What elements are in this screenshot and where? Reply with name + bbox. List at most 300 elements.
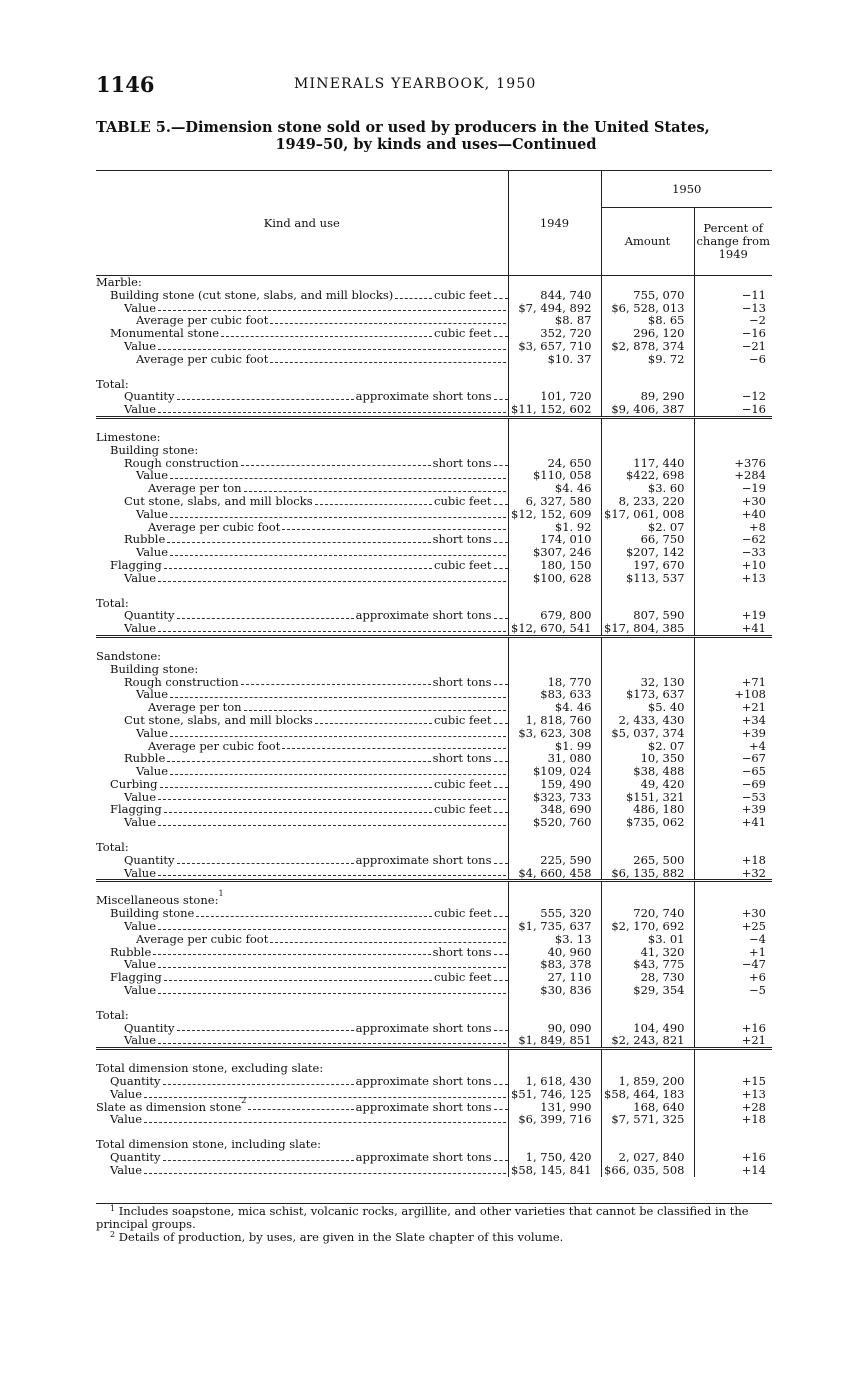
row-label: Value xyxy=(136,545,168,560)
table-row xyxy=(96,403,772,417)
cell-1949: 101, 720 xyxy=(508,390,601,403)
cell-percent-change: −16 xyxy=(694,403,772,417)
cell-1949: 31, 080 xyxy=(508,752,601,765)
dot-leader xyxy=(164,559,432,569)
cell-1949: $1. 99 xyxy=(508,740,601,753)
cell-1950-amount: $8. 65 xyxy=(601,314,694,327)
footnote-2: $^2$ Details of production, by uses, are given in the Slate chapter of this volume. xyxy=(110,1230,564,1244)
cell-1949: 352, 720 xyxy=(508,327,601,340)
cell-percent-change: −6 xyxy=(694,353,772,366)
dot-leader xyxy=(241,457,431,467)
table-row xyxy=(96,444,772,457)
cell-percent-change xyxy=(694,276,772,289)
spacer-row xyxy=(96,636,772,650)
cell-1950-amount: 486, 180 xyxy=(601,803,694,816)
dot-leader xyxy=(170,546,506,556)
cell-1950-amount: $173, 637 xyxy=(601,688,694,701)
dot-leader xyxy=(158,572,506,582)
row-label: Total dimension stone, excluding slate: xyxy=(96,1061,324,1076)
dot-leader xyxy=(158,1034,506,1044)
row-label: Value xyxy=(124,1033,156,1048)
dot-leader xyxy=(170,508,506,518)
dot-leader xyxy=(494,854,508,864)
dot-leader xyxy=(167,752,430,762)
row-unit: short tons xyxy=(432,944,492,959)
table-row xyxy=(96,495,772,508)
cell-percent-change: −47 xyxy=(694,958,772,971)
cell-percent-change: −62 xyxy=(694,533,772,546)
row-label: Value xyxy=(110,1112,142,1127)
table-row xyxy=(96,920,772,933)
dot-leader xyxy=(244,482,506,492)
table-row xyxy=(96,816,772,829)
row-label: Curbing xyxy=(110,776,158,791)
cell-1950-amount: 755, 070 xyxy=(601,289,694,302)
table-row xyxy=(96,276,772,289)
row-label: Cut stone, slabs, and mill blocks xyxy=(124,712,313,727)
dot-leader xyxy=(494,1151,508,1161)
cell-percent-change: +71 xyxy=(694,676,772,689)
row-label: Flagging xyxy=(110,970,162,985)
table-row xyxy=(96,663,772,676)
dot-leader xyxy=(494,676,508,686)
cell-1949: 1, 818, 760 xyxy=(508,714,601,727)
row-unit: approximate short tons xyxy=(355,1099,492,1114)
cell-1949 xyxy=(508,841,601,854)
cell-1950-amount: 89, 290 xyxy=(601,390,694,403)
cell-1950-amount xyxy=(601,841,694,854)
cell-1950-amount: $5. 40 xyxy=(601,701,694,714)
cell-1949: $4. 46 xyxy=(508,482,601,495)
cell-percent-change: −33 xyxy=(694,546,772,559)
row-label: Average per cubic foot xyxy=(136,313,269,328)
dot-leader xyxy=(494,327,508,337)
cell-1949 xyxy=(508,1009,601,1022)
cell-1949: $8. 87 xyxy=(508,314,601,327)
row-label: Value xyxy=(136,468,168,483)
table-row xyxy=(96,778,772,791)
cell-1950-amount: 10, 350 xyxy=(601,752,694,765)
cell-1950-amount: 265, 500 xyxy=(601,854,694,867)
cell-percent-change: +28 xyxy=(694,1101,772,1114)
cell-1950-amount: 296, 120 xyxy=(601,327,694,340)
table-row xyxy=(96,572,772,585)
cell-1950-amount: $207, 142 xyxy=(601,546,694,559)
row-unit: short tons xyxy=(432,751,492,766)
dot-leader xyxy=(158,984,506,994)
row-label: Total: xyxy=(96,840,129,855)
row-unit: short tons xyxy=(432,674,492,689)
cell-percent-change: −65 xyxy=(694,765,772,778)
cell-1949: $1. 92 xyxy=(508,521,601,534)
dot-leader xyxy=(241,676,431,686)
cell-1949: $58, 145, 841 xyxy=(508,1164,601,1177)
cell-1950-amount: $2, 170, 692 xyxy=(601,920,694,933)
row-unit: approximate short tons xyxy=(355,852,492,867)
dot-leader xyxy=(158,816,506,826)
cell-percent-change: +41 xyxy=(694,622,772,636)
row-label: Average per cubic foot xyxy=(148,738,281,753)
dot-leader xyxy=(494,390,508,400)
table-row xyxy=(96,727,772,740)
cell-1950-amount xyxy=(601,431,694,444)
table-row xyxy=(96,854,772,867)
table-row xyxy=(96,765,772,778)
cell-1949: 90, 090 xyxy=(508,1022,601,1035)
cell-1949: 679, 800 xyxy=(508,609,601,622)
dot-leader xyxy=(494,778,508,788)
row-label: Total: xyxy=(96,595,129,610)
cell-percent-change: +8 xyxy=(694,521,772,534)
cell-1950-amount: $66, 035, 508 xyxy=(601,1164,694,1177)
dot-leader xyxy=(167,533,430,543)
cell-percent-change: +40 xyxy=(694,508,772,521)
table-row xyxy=(96,1009,772,1022)
row-unit: approximate short tons xyxy=(355,608,492,623)
cell-percent-change: −13 xyxy=(694,302,772,315)
spacer-row xyxy=(96,366,772,378)
table-row xyxy=(96,622,772,636)
row-unit: cubic feet xyxy=(434,326,492,341)
dot-leader xyxy=(164,971,432,981)
cell-percent-change: +6 xyxy=(694,971,772,984)
row-label: Building stone (cut stone, slabs, and mill blocks) xyxy=(110,287,394,302)
caption-line-2: 1949–50, by kinds and uses—Continued xyxy=(275,136,597,153)
dot-leader xyxy=(494,752,508,762)
dot-leader xyxy=(494,1022,508,1032)
cell-1949: $12, 152, 609 xyxy=(508,508,601,521)
table-row xyxy=(96,1151,772,1164)
dot-leader xyxy=(170,688,506,698)
row-label: Average per ton xyxy=(148,481,242,496)
dot-leader xyxy=(158,867,506,877)
cell-1950-amount xyxy=(601,444,694,457)
cell-1950-amount xyxy=(601,650,694,663)
cell-1950-amount: $2. 07 xyxy=(601,521,694,534)
row-label: Value xyxy=(124,865,156,880)
cell-1949: $3, 657, 710 xyxy=(508,340,601,353)
row-label: Value xyxy=(136,764,168,779)
row-label: Value xyxy=(124,300,156,315)
row-unit: cubic feet xyxy=(434,776,492,791)
spacer-row xyxy=(96,829,772,841)
dot-leader xyxy=(494,946,508,956)
cell-1949 xyxy=(508,444,601,457)
cell-percent-change xyxy=(694,1009,772,1022)
col-header-amount: Amount xyxy=(601,208,694,276)
row-label: Value xyxy=(124,815,156,830)
table-row xyxy=(96,1075,772,1088)
cell-1950-amount: $2. 07 xyxy=(601,740,694,753)
row-label: Limestone: xyxy=(96,429,161,444)
dot-leader xyxy=(494,971,508,981)
cell-1949: $30, 836 xyxy=(508,984,601,997)
row-unit: approximate short tons xyxy=(355,1074,492,1089)
row-label: Value xyxy=(124,983,156,998)
cell-1949: 174, 010 xyxy=(508,533,601,546)
row-unit: cubic feet xyxy=(434,557,492,572)
cell-1950-amount: 8, 233, 220 xyxy=(601,495,694,508)
row-label: Monumental stone xyxy=(110,326,220,341)
spacer-row xyxy=(96,417,772,431)
cell-1949: $110, 058 xyxy=(508,469,601,482)
cell-percent-change xyxy=(694,650,772,663)
cell-1950-amount: 49, 420 xyxy=(601,778,694,791)
cell-1950-amount: $151, 321 xyxy=(601,791,694,804)
col-header-kind-and-use: Kind and use xyxy=(96,171,508,276)
row-label: Average per cubic foot xyxy=(136,351,269,366)
cell-percent-change: +376 xyxy=(694,457,772,470)
cell-percent-change: −2 xyxy=(694,314,772,327)
cell-percent-change: +18 xyxy=(694,1113,772,1126)
cell-1950-amount: $6, 528, 013 xyxy=(601,302,694,315)
table-row xyxy=(96,353,772,366)
row-label: Value xyxy=(136,725,168,740)
row-label: Building stone: xyxy=(110,442,199,457)
table-row xyxy=(96,841,772,854)
cell-percent-change: +13 xyxy=(694,572,772,585)
cell-1949: $11, 152, 602 xyxy=(508,403,601,417)
dot-leader xyxy=(494,714,508,724)
table-row xyxy=(96,508,772,521)
cell-percent-change: +16 xyxy=(694,1022,772,1035)
cell-1949: $51, 746, 125 xyxy=(508,1088,601,1101)
cell-1950-amount: $113, 537 xyxy=(601,572,694,585)
cell-1949: 18, 770 xyxy=(508,676,601,689)
cell-1950-amount: 66, 750 xyxy=(601,533,694,546)
row-unit: cubic feet xyxy=(434,970,492,985)
cell-1949: $83, 633 xyxy=(508,688,601,701)
dot-leader xyxy=(315,714,432,724)
dimension-stone-table xyxy=(96,170,772,1177)
cell-1949: $323, 733 xyxy=(508,791,601,804)
dot-leader xyxy=(144,1088,506,1098)
cell-1950-amount: 104, 490 xyxy=(601,1022,694,1035)
dot-leader xyxy=(282,521,505,531)
row-unit: approximate short tons xyxy=(355,1150,492,1165)
col-header-percent-change: Percent of change from 1949 xyxy=(694,208,772,276)
row-unit: cubic feet xyxy=(434,802,492,817)
row-label: Value xyxy=(124,957,156,972)
cell-percent-change xyxy=(694,444,772,457)
cell-1950-amount: 2, 433, 430 xyxy=(601,714,694,727)
running-title: MINERALS YEARBOOK, 1950 xyxy=(294,76,537,92)
page-number: 1146 xyxy=(96,72,155,97)
col-header-1949: 1949 xyxy=(508,171,601,276)
spacer-row xyxy=(96,1049,772,1063)
cell-percent-change: +39 xyxy=(694,803,772,816)
row-unit: short tons xyxy=(432,455,492,470)
table-row xyxy=(96,1088,772,1101)
cell-percent-change: +21 xyxy=(694,701,772,714)
dot-leader xyxy=(170,469,506,479)
footnote-1: $^1$ Includes soapstone, mica schist, volcanic rocks, argillite, and other varieties that cannot be classified in the principal groups. xyxy=(96,1204,749,1231)
cell-1949: $7, 494, 892 xyxy=(508,302,601,315)
cell-1949: 1, 618, 430 xyxy=(508,1075,601,1088)
row-label: Quantity xyxy=(110,1150,161,1165)
row-label: Value xyxy=(124,570,156,585)
cell-1950-amount: $43, 775 xyxy=(601,958,694,971)
cell-1950-amount: $58, 464, 183 xyxy=(601,1088,694,1101)
dot-leader xyxy=(282,740,505,750)
cell-percent-change: −19 xyxy=(694,482,772,495)
cell-1949: 348, 690 xyxy=(508,803,601,816)
row-label: Quantity xyxy=(124,389,175,404)
cell-1950-amount xyxy=(601,1009,694,1022)
cell-1950-amount: $17, 804, 385 xyxy=(601,622,694,636)
cell-1950-amount: $38, 488 xyxy=(601,765,694,778)
cell-1949: $4. 46 xyxy=(508,701,601,714)
cell-1950-amount xyxy=(601,663,694,676)
dot-leader xyxy=(158,958,506,968)
row-label: Value xyxy=(124,338,156,353)
caption-line-1: TABLE 5.—Dimension stone sold or used by producers in the United States, xyxy=(96,119,710,136)
row-label: Value xyxy=(136,506,168,521)
dot-leader xyxy=(221,327,432,337)
cell-percent-change: +16 xyxy=(694,1151,772,1164)
dot-leader xyxy=(494,533,508,543)
cell-percent-change: −11 xyxy=(694,289,772,302)
cell-1950-amount: $29, 354 xyxy=(601,984,694,997)
cell-1950-amount: $3. 01 xyxy=(601,933,694,946)
row-label: Quantity xyxy=(124,1020,175,1035)
dot-leader xyxy=(244,701,506,711)
spacer-row xyxy=(96,997,772,1009)
row-unit: approximate short tons xyxy=(355,389,492,404)
table-row xyxy=(96,714,772,727)
cell-1950-amount: 807, 590 xyxy=(601,609,694,622)
cell-1950-amount: 168, 640 xyxy=(601,1101,694,1114)
cell-1950-amount: $422, 698 xyxy=(601,469,694,482)
row-unit: cubic feet xyxy=(434,493,492,508)
cell-percent-change: +41 xyxy=(694,816,772,829)
table-body xyxy=(96,276,772,1177)
cell-1950-amount: $9. 72 xyxy=(601,353,694,366)
row-label: Total: xyxy=(96,376,129,391)
table-row xyxy=(96,1034,772,1048)
dot-leader xyxy=(163,1151,354,1161)
row-label: Value xyxy=(124,402,156,417)
cell-1950-amount: $6, 135, 882 xyxy=(601,867,694,881)
row-label: Miscellaneous stone: xyxy=(96,893,219,908)
dot-leader xyxy=(158,920,506,930)
row-label: Average per cubic foot xyxy=(136,931,269,946)
cell-1949: 1, 750, 420 xyxy=(508,1151,601,1164)
row-unit: cubic feet xyxy=(434,712,492,727)
dot-leader xyxy=(144,1113,506,1123)
cell-percent-change: +4 xyxy=(694,740,772,753)
row-unit: cubic feet xyxy=(434,287,492,302)
cell-percent-change: +19 xyxy=(694,609,772,622)
dot-leader xyxy=(494,907,508,917)
cell-1950-amount: 28, 730 xyxy=(601,971,694,984)
cell-1950-amount: $735, 062 xyxy=(601,816,694,829)
row-unit: approximate short tons xyxy=(355,1020,492,1035)
cell-1949 xyxy=(508,276,601,289)
cell-percent-change: −16 xyxy=(694,327,772,340)
cell-percent-change: +34 xyxy=(694,714,772,727)
row-label: Cut stone, slabs, and mill blocks xyxy=(124,493,313,508)
dot-leader xyxy=(494,559,508,569)
cell-percent-change: +13 xyxy=(694,1088,772,1101)
table-row xyxy=(96,984,772,997)
cell-1949: 40, 960 xyxy=(508,946,601,959)
row-label: Quantity xyxy=(124,852,175,867)
cell-1949: 159, 490 xyxy=(508,778,601,791)
cell-1950-amount xyxy=(601,276,694,289)
dot-leader xyxy=(494,289,508,299)
dot-leader xyxy=(177,1022,354,1032)
dot-leader xyxy=(494,609,508,619)
table-row xyxy=(96,1164,772,1177)
dot-leader xyxy=(158,340,506,350)
cell-percent-change xyxy=(694,431,772,444)
cell-1949: $6, 399, 716 xyxy=(508,1113,601,1126)
footnote-ref: 1 xyxy=(218,889,224,899)
dot-leader xyxy=(153,946,430,956)
dot-leader xyxy=(163,1075,354,1085)
dot-leader xyxy=(494,1101,508,1111)
row-label: Flagging xyxy=(110,802,162,817)
cell-1949: 6, 327, 580 xyxy=(508,495,601,508)
cell-1949: $109, 024 xyxy=(508,765,601,778)
cell-percent-change: +14 xyxy=(694,1164,772,1177)
table-row xyxy=(96,701,772,714)
cell-1950-amount: 1, 859, 200 xyxy=(601,1075,694,1088)
dot-leader xyxy=(144,1164,506,1174)
dot-leader xyxy=(196,907,432,917)
cell-percent-change: +39 xyxy=(694,727,772,740)
dot-leader xyxy=(494,495,508,505)
dot-leader xyxy=(170,727,506,737)
cell-percent-change: −12 xyxy=(694,390,772,403)
cell-1949: $1, 849, 851 xyxy=(508,1034,601,1048)
cell-1950-amount: 117, 440 xyxy=(601,457,694,470)
cell-1949: $12, 670, 541 xyxy=(508,622,601,636)
table-row xyxy=(96,340,772,353)
table-caption xyxy=(96,119,776,153)
cell-percent-change: +21 xyxy=(694,1034,772,1048)
table-row xyxy=(96,431,772,444)
row-label: Average per cubic foot xyxy=(148,519,281,534)
cell-1950-amount: $3. 60 xyxy=(601,482,694,495)
dot-leader xyxy=(315,495,432,505)
cell-percent-change: −21 xyxy=(694,340,772,353)
cell-1949: 24, 650 xyxy=(508,457,601,470)
row-unit: cubic feet xyxy=(434,906,492,921)
footnotes xyxy=(96,1203,772,1244)
cell-1949: $100, 628 xyxy=(508,572,601,585)
row-label: Value xyxy=(124,621,156,636)
dot-leader xyxy=(158,622,506,632)
cell-1949: 27, 110 xyxy=(508,971,601,984)
dot-leader xyxy=(270,353,505,363)
cell-1950-amount: $2, 878, 374 xyxy=(601,340,694,353)
cell-percent-change: +32 xyxy=(694,867,772,881)
row-label: Slate as dimension stone xyxy=(96,1099,242,1114)
cell-percent-change: +30 xyxy=(694,495,772,508)
cell-1949: 844, 740 xyxy=(508,289,601,302)
row-label: Value xyxy=(110,1086,142,1101)
dot-leader xyxy=(158,302,506,312)
dot-leader xyxy=(160,778,433,788)
row-label: Value xyxy=(124,789,156,804)
cell-1950-amount: 197, 670 xyxy=(601,559,694,572)
cell-1949 xyxy=(508,431,601,444)
cell-percent-change: +108 xyxy=(694,688,772,701)
dot-leader xyxy=(270,314,505,324)
cell-percent-change: −5 xyxy=(694,984,772,997)
